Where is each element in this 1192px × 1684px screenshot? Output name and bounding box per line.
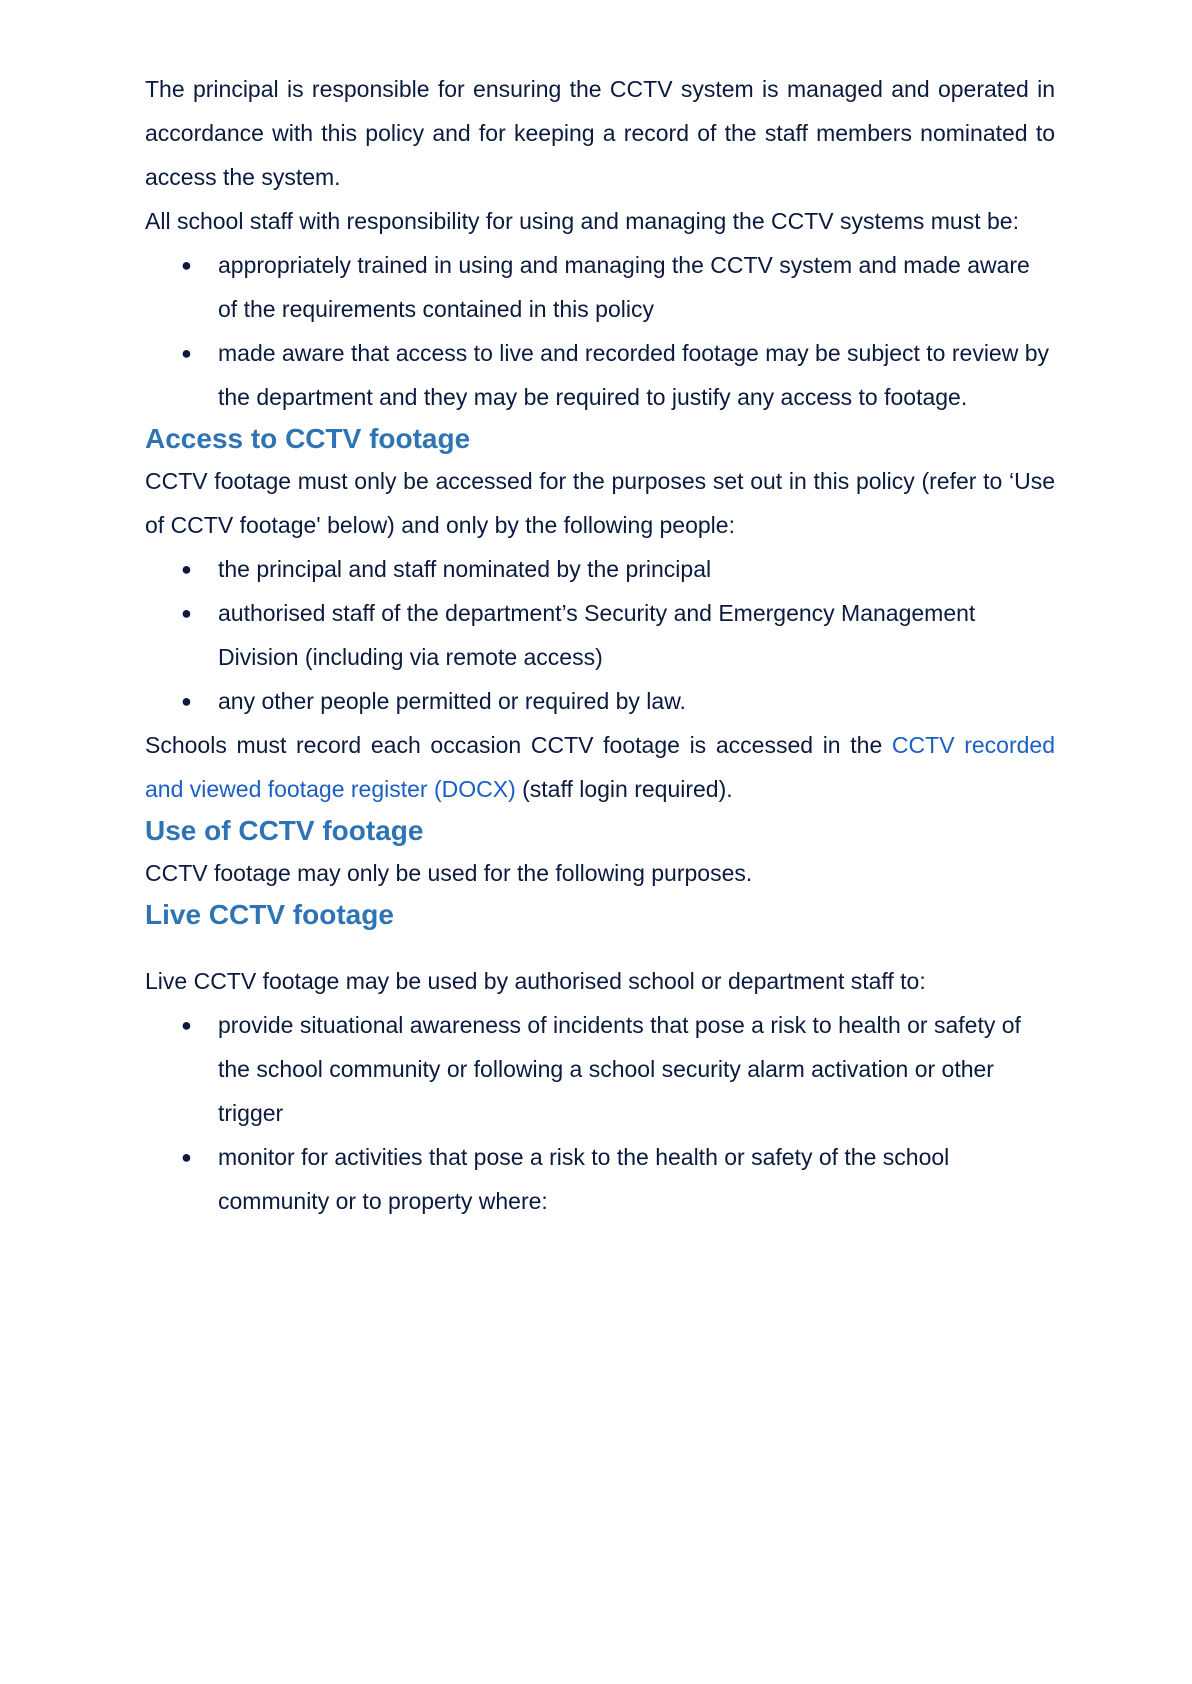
list-item: ● monitor for activities that pose a risk to the health or safety of the school community or to property where: — [145, 1135, 1055, 1223]
use-paragraph: CCTV footage may only be used for the following purposes. — [145, 860, 753, 886]
intro-bullet-list — [145, 243, 1055, 419]
bullet-icon: ● — [181, 603, 192, 623]
bullet-icon: ● — [181, 1015, 192, 1035]
bullet-icon: ● — [181, 1147, 192, 1167]
bullet-icon: ● — [181, 691, 192, 711]
live-bullet-list — [145, 1003, 1055, 1223]
access-bullet-list — [145, 547, 1055, 723]
record-paragraph: Schools must record each occasion CCTV footage is accessed in the CCTV recorded and viewed footage register (DOCX) (staff login required). — [145, 732, 1055, 802]
access-paragraph: CCTV footage must only be accessed for the purposes set out in this policy (refer to ‘Use of CCTV footage' below) and only by the following people: — [145, 468, 1055, 538]
bullet-icon: ● — [181, 559, 192, 579]
list-item: ● made aware that access to live and recorded footage may be subject to review by the department and they may be required to justify any access to footage. — [145, 331, 1055, 419]
heading-use: Use of CCTV footage — [145, 815, 424, 846]
heading-access: Access to CCTV footage — [145, 423, 471, 454]
intro-paragraph-1: The principal is responsible for ensuring the CCTV system is managed and operated in accordance with this policy and for keeping a record of the staff members nominated to access the system. — [145, 76, 1055, 190]
bullet-icon: ● — [181, 255, 192, 275]
live-paragraph: Live CCTV footage may be used by authorised school or department staff to: — [145, 968, 926, 994]
list-item: ● appropriately trained in using and managing the CCTV system and made aware of the requirements contained in this policy — [145, 243, 1055, 331]
document-page — [145, 67, 1055, 1223]
list-item: ● provide situational awareness of incidents that pose a risk to health or safety of the school community or following a school security alarm activation or other trigger — [145, 1003, 1055, 1135]
list-item: ● authorised staff of the department’s Security and Emergency Management Division (including via remote access) — [145, 591, 1055, 679]
list-item: ● the principal and staff nominated by the principal — [145, 547, 1055, 591]
list-item: ● any other people permitted or required by law. — [145, 679, 1055, 723]
heading-live: Live CCTV footage — [145, 899, 394, 930]
bullet-icon: ● — [181, 343, 192, 363]
footage-register-link[interactable]: CCTV recorded and viewed footage register (DOCX) — [145, 732, 1055, 802]
intro-paragraph-2: All school staff with responsibility for using and managing the CCTV systems must be: — [145, 208, 1019, 234]
